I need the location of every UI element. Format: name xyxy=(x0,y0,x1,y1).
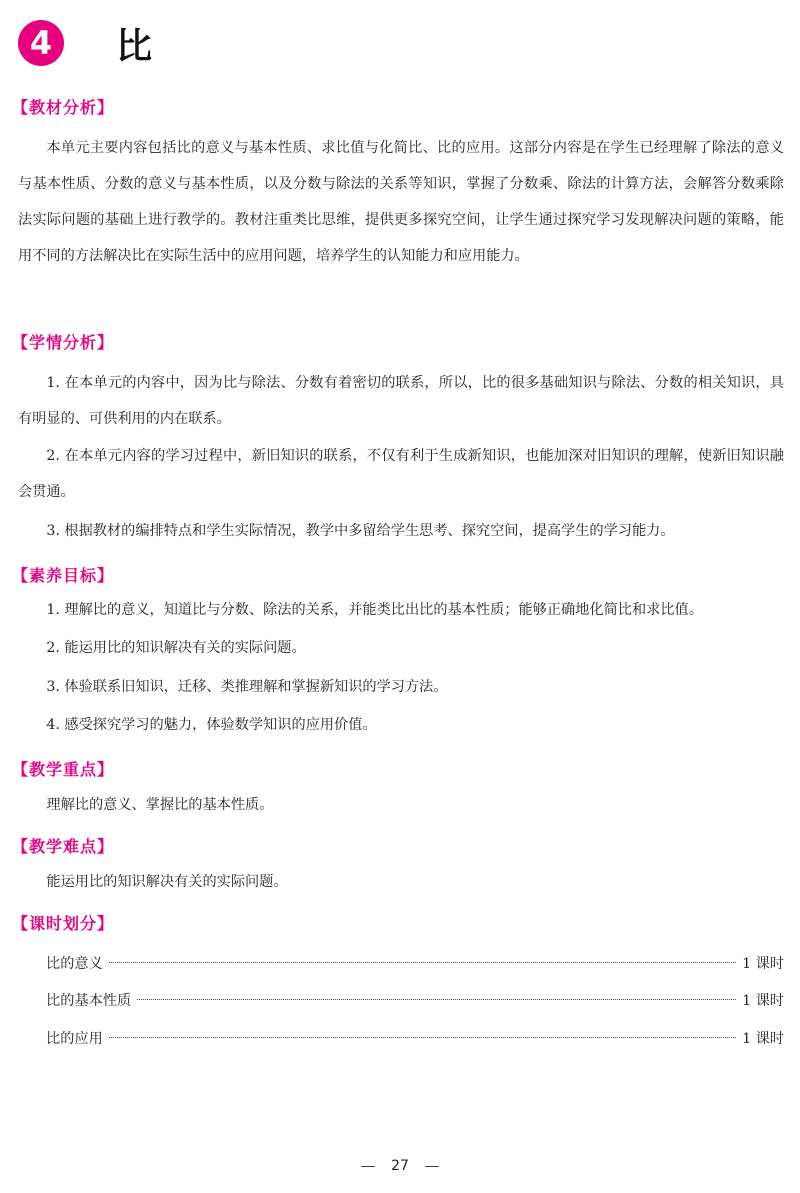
schedule-label: 比的基本性质 xyxy=(46,993,132,1009)
schedule-row xyxy=(46,1021,784,1057)
footer-dash-left xyxy=(361,1166,375,1167)
schedule-value: 1 课时 xyxy=(742,993,784,1009)
schedule-label: 比的应用 xyxy=(46,1031,103,1047)
goals-item-2: 2. 能运用比的知识解决有关的实际问题。 xyxy=(46,640,306,656)
goals-item-3: 3. 体验联系旧知识，迁移、类推理解和掌握新知识的学习方法。 xyxy=(46,679,448,695)
leader-dots xyxy=(109,1037,736,1038)
section-heading-analysis: 【教材分析】 xyxy=(12,98,115,117)
schedule-value: 1 课时 xyxy=(742,1031,784,1047)
section-heading-students: 【学情分析】 xyxy=(12,333,115,352)
schedule-label: 比的意义 xyxy=(46,956,103,972)
footer-dash-right xyxy=(425,1166,439,1167)
unit-header xyxy=(18,18,152,68)
section-heading-schedule: 【课时划分】 xyxy=(12,914,115,933)
schedule-row xyxy=(46,946,784,982)
analysis-paragraph: 本单元主要内容包括比的意义与基本性质、求比值与化简比、比的应用。这部分内容是在学生已经理解了除法的意义与基本性质、分数的意义与基本性质，以及分数与除法的关系等知识，掌握了分数乘、除法的计算方法，会解答分数乘除法实际问题的基础上进行教学的。教材注重类比思维，提供更多探究空间，让学生通过探究学习发现解决问题的策略，能用不同的方法解决比在实际生活中的应用问题，培养学生的认知能力和应用能力。 xyxy=(18,140,784,264)
students-item-3: 3. 根据教材的编排特点和学生实际情况，教学中多留给学生思考、探究空间，提高学生的学习能力。 xyxy=(46,523,675,539)
page-footer xyxy=(0,1158,800,1174)
key-point-text: 理解比的意义、掌握比的基本性质。 xyxy=(46,797,274,813)
section-heading-goals: 【素养目标】 xyxy=(12,566,115,585)
section-heading-difficulty: 【教学难点】 xyxy=(12,837,115,856)
schedule-value: 1 课时 xyxy=(742,956,784,972)
difficulty-text: 能运用比的知识解决有关的实际问题。 xyxy=(46,874,288,890)
leader-dots xyxy=(109,962,736,963)
unit-number-badge: 4 xyxy=(18,20,64,66)
unit-title: 比 xyxy=(116,25,153,67)
page-number: 27 xyxy=(391,1158,409,1174)
section-heading-key: 【教学重点】 xyxy=(12,760,115,779)
students-item-1: 1. 在本单元的内容中，因为比与除法、分数有着密切的联系，所以，比的很多基础知识与除法、分数的相关知识，具有明显的、可供利用的内在联系。 xyxy=(18,375,784,427)
goals-item-1: 1. 理解比的意义，知道比与分数、除法的关系，并能类比出比的基本性质；能够正确地化简比和求比值。 xyxy=(46,602,703,618)
schedule-row xyxy=(46,983,784,1019)
leader-dots xyxy=(137,999,736,1000)
students-item-2: 2. 在本单元内容的学习过程中，新旧知识的联系，不仅有利于生成新知识，也能加深对旧知识的理解，使新旧知识融会贯通。 xyxy=(18,448,784,500)
goals-item-4: 4. 感受探究学习的魅力，体验数学知识的应用价值。 xyxy=(46,717,377,733)
